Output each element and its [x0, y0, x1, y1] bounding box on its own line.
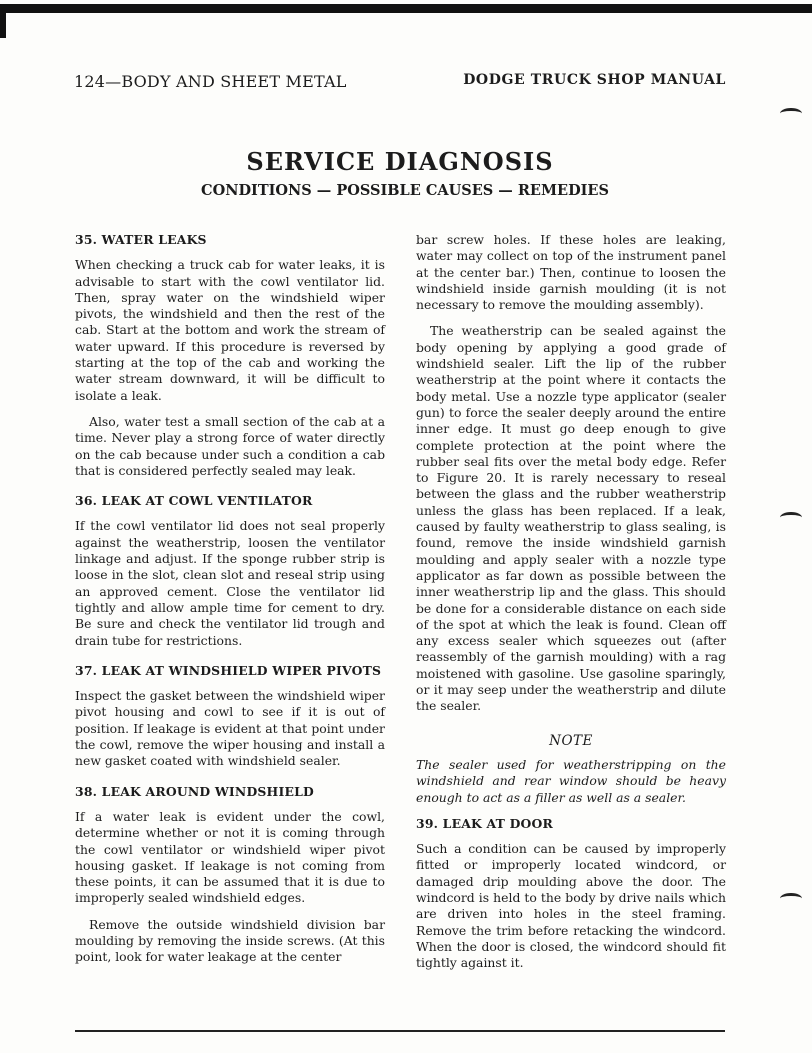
- paragraph: If the cowl ventilator lid does not seal properly against the weatherstrip, loosen the ventilator linkage and adjust. If the sponge rubber strip is loose in the slot, clean slot and reseal strip using an approved cement. Close the ventilator lid tightly and allow ample time for cement to dry. Be sure and check the ventilator lid trough and drain tube for restrictions.: [75, 518, 385, 648]
- page-subtitle: CONDITIONS — POSSIBLE CAUSES — REMEDIES: [201, 182, 609, 199]
- running-header-book-title: DODGE TRUCK SHOP MANUAL: [463, 72, 726, 88]
- paragraph: The weatherstrip can be sealed against the body opening by applying a good grade of windshield sealer. Lift the lip of the rubber weatherstrip at the point where it contacts the body metal. Use a nozzle type applicator (sealer gun) to force the sealer deeply around the entire inner edge. It must go deep enough to give complete protection at the point where the rubber seal fits over the metal body edge. Refer to Figure 20. It is rarely necessary to reseal between the glass and the rubber weatherstrip unless the glass has been replaced. If a leak, caused by faulty weatherstrip to glass sealing, is found, remove the inside windshield garnish moulding and apply sealer with a nozzle type applicator as far down as possible between the inner weatherstrip lip and the glass. This should be done for a considerable distance on each side of the spot at which the leak is found. Clean off any excess sealer which squeezes out (after reassembly of the garnish moulding) with a rag moistened with gasoline. Use gasoline sparingly, or it may seep under the weatherstrip and dilute the sealer.: [416, 323, 726, 714]
- section-35: [75, 232, 385, 479]
- section-37: [75, 663, 385, 770]
- paragraph: When checking a truck cab for water leaks, it is advisable to start with the cowl ventilator lid. Then, spray water on the windshield wiper pivots, the windshield and then the rest of the cab. Start at the bottom and work the stream of water upward. If this procedure is reversed by starting at the top of the cab and working the water stream downward, it will be difficult to isolate a leak.: [75, 257, 385, 403]
- right-column: [416, 232, 726, 985]
- paragraph: bar screw holes. If these holes are leaking, water may collect on top of the instrument panel at the center bar.) Then, continue to loosen the windshield inside garnish moulding (it is not necessary to remove the moulding assembly).: [416, 232, 726, 313]
- bottom-rule: [75, 1030, 725, 1032]
- scan-binding-mark: [780, 893, 802, 904]
- running-header-section: 124—BODY AND SHEET METAL: [74, 72, 347, 91]
- section-heading: 37. LEAK AT WINDSHIELD WIPER PIVOTS: [75, 662, 382, 678]
- section-heading: 39. LEAK AT DOOR: [416, 815, 554, 831]
- paragraph: If a water leak is evident under the cowl, determine whether or not it is coming through the cowl ventilator or windshield wiper pivot housing gasket. If leakage is not coming from these points, it can be assumed that it is due to improperly sealed windshield edges.: [75, 808, 385, 906]
- scan-binding-mark: [780, 512, 802, 523]
- scan-binding-mark: [780, 108, 802, 119]
- section-36: [75, 493, 385, 649]
- section-heading: 36. LEAK AT COWL VENTILATOR: [75, 493, 313, 509]
- section-38: [75, 784, 385, 966]
- paragraph: Inspect the gasket between the windshield wiper pivot housing and cowl to see if it is out of position. If leakage is evident at that point under the cowl, remove the wiper housing and install a new gasket coated with windshield sealer.: [75, 688, 385, 769]
- note-text: The sealer used for weatherstripping on the windshield and rear window should be heavy enough to act as a filler as well as a sealer.: [416, 756, 726, 805]
- top-border-rule: [0, 4, 812, 13]
- paragraph: Also, water test a small section of the cab at a time. Never play a strong force of water directly on the cab because under such a condition a cab that is considered perfectly sealed may leak.: [75, 413, 385, 478]
- section-38-continued: [416, 232, 726, 715]
- paragraph: Remove the outside windshield division bar moulding by removing the inside screws. (At this point, look for water leakage at the center: [75, 916, 385, 965]
- left-column: [75, 232, 385, 980]
- note-heading: NOTE: [549, 732, 593, 749]
- note-box: [416, 733, 726, 806]
- section-39: [416, 816, 726, 972]
- left-border-mark: [0, 4, 6, 38]
- paragraph: Such a condition can be caused by improperly fitted or improperly located windcord, or damaged drip moulding above the door. The windcord is held to the body by drive nails which are driven into holes in the steel framing. Remove the trim before retacking the windcord. When the door is closed, the windcord should fit tightly against it.: [416, 841, 726, 971]
- section-heading: 38. LEAK AROUND WINDSHIELD: [75, 783, 314, 799]
- page-title: SERVICE DIAGNOSIS: [246, 147, 554, 176]
- section-heading: 35. WATER LEAKS: [75, 232, 207, 247]
